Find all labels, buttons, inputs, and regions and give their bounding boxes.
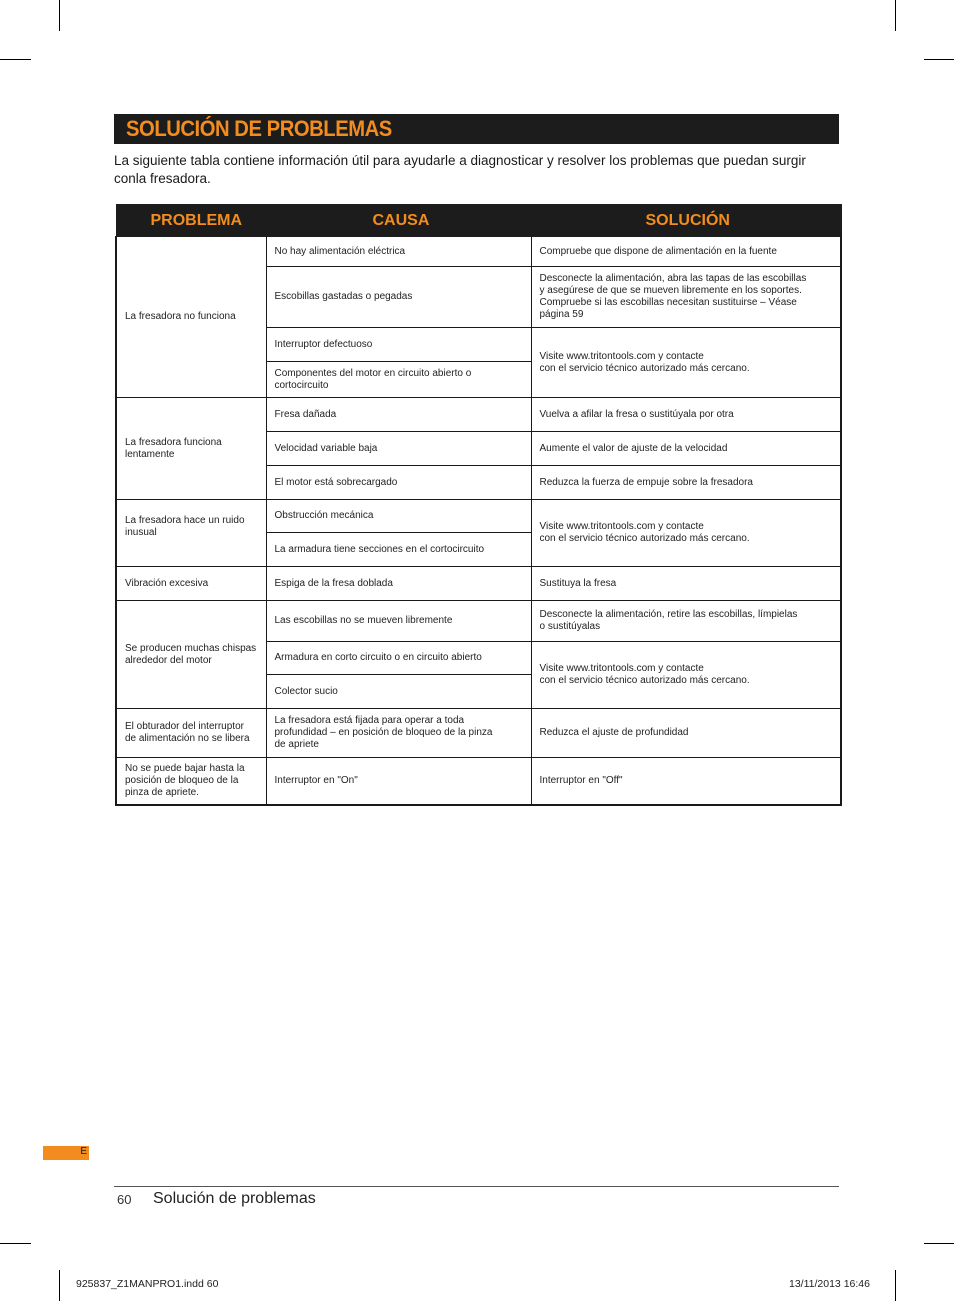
cause-cell: Obstrucción mecánica <box>266 500 531 533</box>
language-tab <box>43 1146 89 1160</box>
problem-cell: La fresadora hace un ruido inusual <box>116 500 266 567</box>
solution-cell: Desconecte la alimentación, abra las tapas de las escobillas y asegúrese de que se mueven libremente en los soportes. Compruebe si las escobillas necesitan sustituirse – Véase página 59 <box>531 267 841 328</box>
problem-cell: El obturador del interruptor de alimentación no se libera <box>116 709 266 758</box>
intro-paragraph: La siguiente tabla contiene información útil para ayudarle a diagnosticar y resolver los problemas que puedan surgir conla fresadora. <box>114 153 806 186</box>
solution-cell: Sustituya la fresa <box>531 567 841 601</box>
table-row <box>116 567 841 601</box>
crop-mark <box>924 1243 954 1244</box>
cause-cell: El motor está sobrecargado <box>266 466 531 500</box>
table-header-row <box>116 205 841 237</box>
solution-cell: Reduzca el ajuste de profundidad <box>531 709 841 758</box>
header-problema: PROBLEMA <box>116 205 266 237</box>
section-banner <box>114 114 839 144</box>
header-causa: CAUSA <box>266 205 531 237</box>
footer-divider <box>114 1186 839 1187</box>
cause-cell: Fresa dañada <box>266 398 531 432</box>
solution-cell: Visite www.tritontools.com y contacte con el servicio técnico autorizado más cercano. <box>531 328 841 398</box>
crop-mark <box>0 59 31 60</box>
cause-cell: Las escobillas no se mueven libremente <box>266 601 531 642</box>
footer-section-name: Solución de problemas <box>153 1190 316 1207</box>
crop-mark <box>0 1243 31 1244</box>
cause-cell: Velocidad variable baja <box>266 432 531 466</box>
cause-cell: Interruptor defectuoso <box>266 328 531 362</box>
cause-cell: No hay alimentación eléctrica <box>266 237 531 267</box>
table-row <box>116 237 841 267</box>
solution-cell: Desconecte la alimentación, retire las escobillas, límpielas o sustitúyalas <box>531 601 841 642</box>
page-number: 60 <box>117 1192 132 1207</box>
print-slug-file: 925837_Z1MANPRO1.indd 60 <box>76 1278 219 1290</box>
crop-mark <box>924 59 954 60</box>
crop-mark <box>59 0 60 31</box>
page-title: SOLUCIÓN DE PROBLEMAS <box>126 116 392 141</box>
cause-cell: Armadura en corto circuito o en circuito abierto <box>266 642 531 675</box>
solution-cell: Reduzca la fuerza de empuje sobre la fresadora <box>531 466 841 500</box>
problem-cell: Se producen muchas chispas alrededor del motor <box>116 601 266 709</box>
cause-cell: Interruptor en "On" <box>266 758 531 805</box>
solution-cell: Compruebe que dispone de alimentación en la fuente <box>531 237 841 267</box>
problem-cell: La fresadora funciona lentamente <box>116 398 266 500</box>
table-row <box>116 398 841 432</box>
cause-cell: Colector sucio <box>266 675 531 709</box>
cause-cell: La fresadora está fijada para operar a toda profundidad – en posición de bloqueo de la pinza de apriete <box>266 709 531 758</box>
crop-mark <box>895 0 896 31</box>
cause-cell: La armadura tiene secciones en el cortocircuito <box>266 533 531 567</box>
problem-cell: Vibración excesiva <box>116 567 266 601</box>
table-row <box>116 709 841 758</box>
header-solucion: SOLUCIÓN <box>531 205 841 237</box>
solution-cell: Aumente el valor de ajuste de la velocidad <box>531 432 841 466</box>
language-tab-label: E <box>80 1146 87 1157</box>
solution-cell: Visite www.tritontools.com y contacte con el servicio técnico autorizado más cercano. <box>531 642 841 709</box>
solution-cell: Interruptor en "Off" <box>531 758 841 805</box>
troubleshooting-table <box>115 204 842 806</box>
table-row <box>116 758 841 805</box>
cause-cell: Escobillas gastadas o pegadas <box>266 267 531 328</box>
cause-cell: Espiga de la fresa doblada <box>266 567 531 601</box>
solution-cell: Vuelva a afilar la fresa o sustitúyala por otra <box>531 398 841 432</box>
table-row <box>116 601 841 642</box>
problem-cell: No se puede bajar hasta la posición de bloqueo de la pinza de apriete. <box>116 758 266 805</box>
crop-mark <box>895 1270 896 1301</box>
table-row <box>116 500 841 533</box>
problem-cell: La fresadora no funciona <box>116 237 266 398</box>
cause-cell: Componentes del motor en circuito abierto o cortocircuito <box>266 362 531 398</box>
crop-mark <box>59 1270 60 1301</box>
solution-cell: Visite www.tritontools.com y contacte con el servicio técnico autorizado más cercano. <box>531 500 841 567</box>
print-slug-date: 13/11/2013 16:46 <box>789 1278 870 1290</box>
